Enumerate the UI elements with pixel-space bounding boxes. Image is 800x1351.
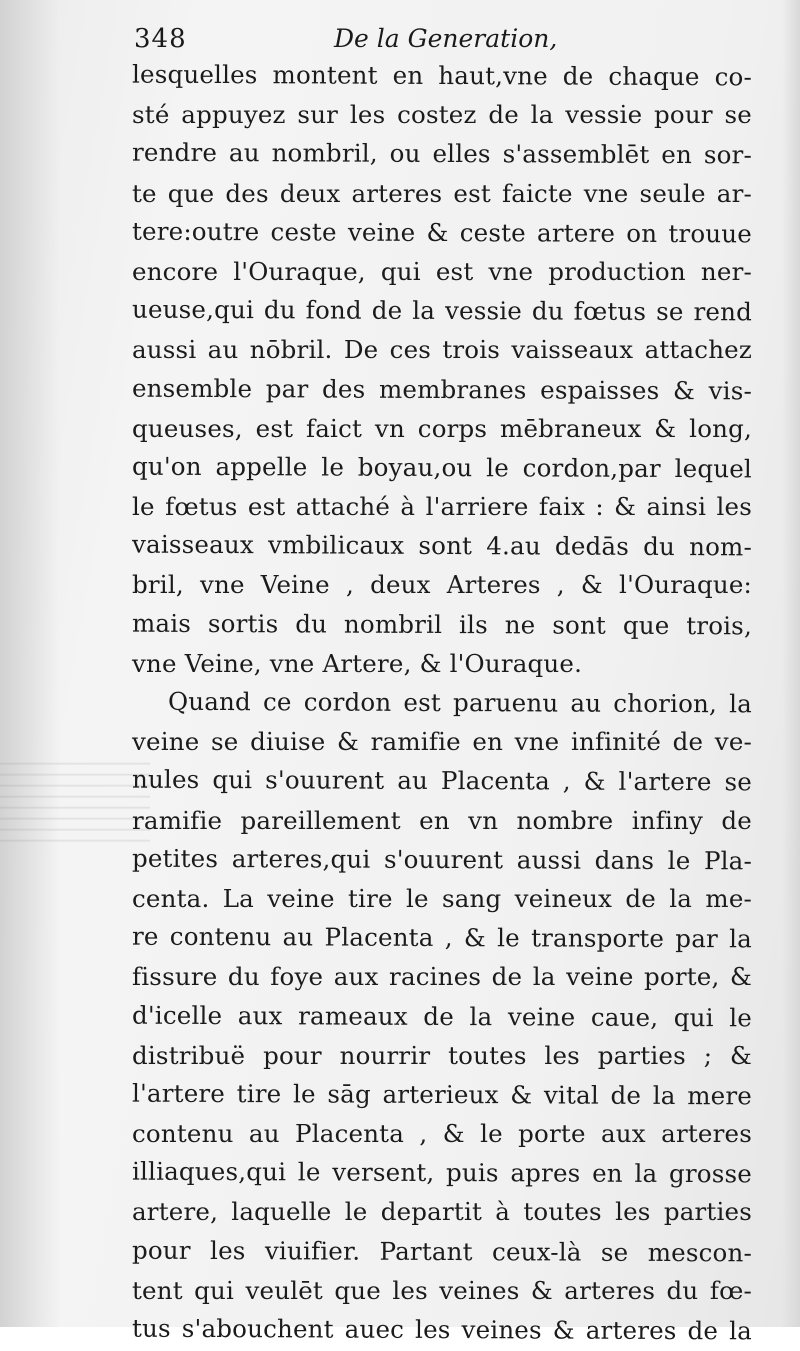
- gutter-shadow: [0, 0, 60, 1327]
- text-line: te que des deux arteres est faicte vne seule ar-: [132, 178, 752, 208]
- text-line: petites arteres,qui s'ouurent aussi dans le Pla-: [131, 843, 753, 876]
- text-line: vne Veine, vne Artere, & l'Ouraque.: [132, 648, 583, 678]
- text-line: qu'on appelle le boyau,ou le cordon,par lequel: [131, 451, 753, 484]
- page-edge: [782, 0, 800, 1327]
- text-line: aussi au nōbril. De ces trois vaisseaux attachez: [132, 335, 752, 365]
- text-line: d'icelle aux rameaux de la veine caue, qui le: [131, 1000, 753, 1032]
- text-line: re contenu au Placenta , & le transporte par la: [131, 921, 753, 954]
- text-line: illiaques,qui le versent, puis apres en la grosse: [131, 1156, 753, 1189]
- text-line: encore l'Ouraque, qui est vne production ner-: [132, 256, 752, 286]
- text-line: nules qui s'ouurent au Placenta , & l'artere se: [131, 765, 753, 797]
- text-line: sté appuyez sur les costez de la vessie pour se: [132, 100, 752, 130]
- text-line: artere, laquelle le departit à toutes les parties: [132, 1197, 752, 1227]
- text-line: rendre au nombril, ou elles s'assemblēt en sor-: [131, 138, 753, 170]
- text-line: tus s'abouchent auec les veines & arteres de la: [131, 1313, 753, 1346]
- text-line: tere:outre ceste veine & ceste artere on trouue: [131, 216, 753, 249]
- text-line: queuses, est faict vn corps mēbraneux & long,: [132, 413, 752, 443]
- text-line: lesquelles montent en haut,vne de chaque co-: [131, 59, 753, 92]
- text-line: Quand ce cordon est paruenu au chorion, la: [167, 686, 753, 719]
- text-line: veine se diuise & ramifie en vne infinité de ve-: [132, 727, 752, 757]
- text-line: vaisseaux vmbilicaux sont 4.au dedās du nom-: [131, 529, 753, 562]
- text-line: l'artere tire le sāg arterieux & vital de la mere: [131, 1078, 753, 1111]
- text-line: tent qui veulēt que les veines & arteres du fœ-: [132, 1275, 752, 1305]
- text-line: bril, vne Veine , deux Arteres , & l'Ouraque:: [132, 570, 752, 600]
- text-line: mais sortis du nombril ils ne sont que trois,: [131, 608, 753, 640]
- text-line: ueuse,qui du fond de la vessie du fœtus se rend: [131, 294, 753, 327]
- text-line: distribuë pour nourrir toutes les parties ; &: [132, 1040, 752, 1070]
- running-head: De la Generation,: [334, 24, 558, 53]
- text-line: le fœtus est attaché à l'arriere faix : & ainsi les: [132, 492, 752, 522]
- text-line: centa. La veine tire le sang veineux de la me-: [132, 883, 752, 913]
- text-line: ensemble par des membranes espaisses & vis-: [131, 373, 753, 405]
- show-through: [0, 760, 150, 850]
- text-line: pour les viuifier. Partant ceux-là se mescon-: [131, 1235, 753, 1267]
- text-line: ramifie pareillement en vn nombre infiny de: [132, 805, 752, 835]
- text-line: fissure du foye aux racines de la veine porte, &: [132, 962, 752, 992]
- body-text: [132, 56, 752, 1349]
- text-line: contenu au Placenta , & le porte aux arteres: [132, 1119, 752, 1149]
- page-number: 348: [134, 24, 187, 54]
